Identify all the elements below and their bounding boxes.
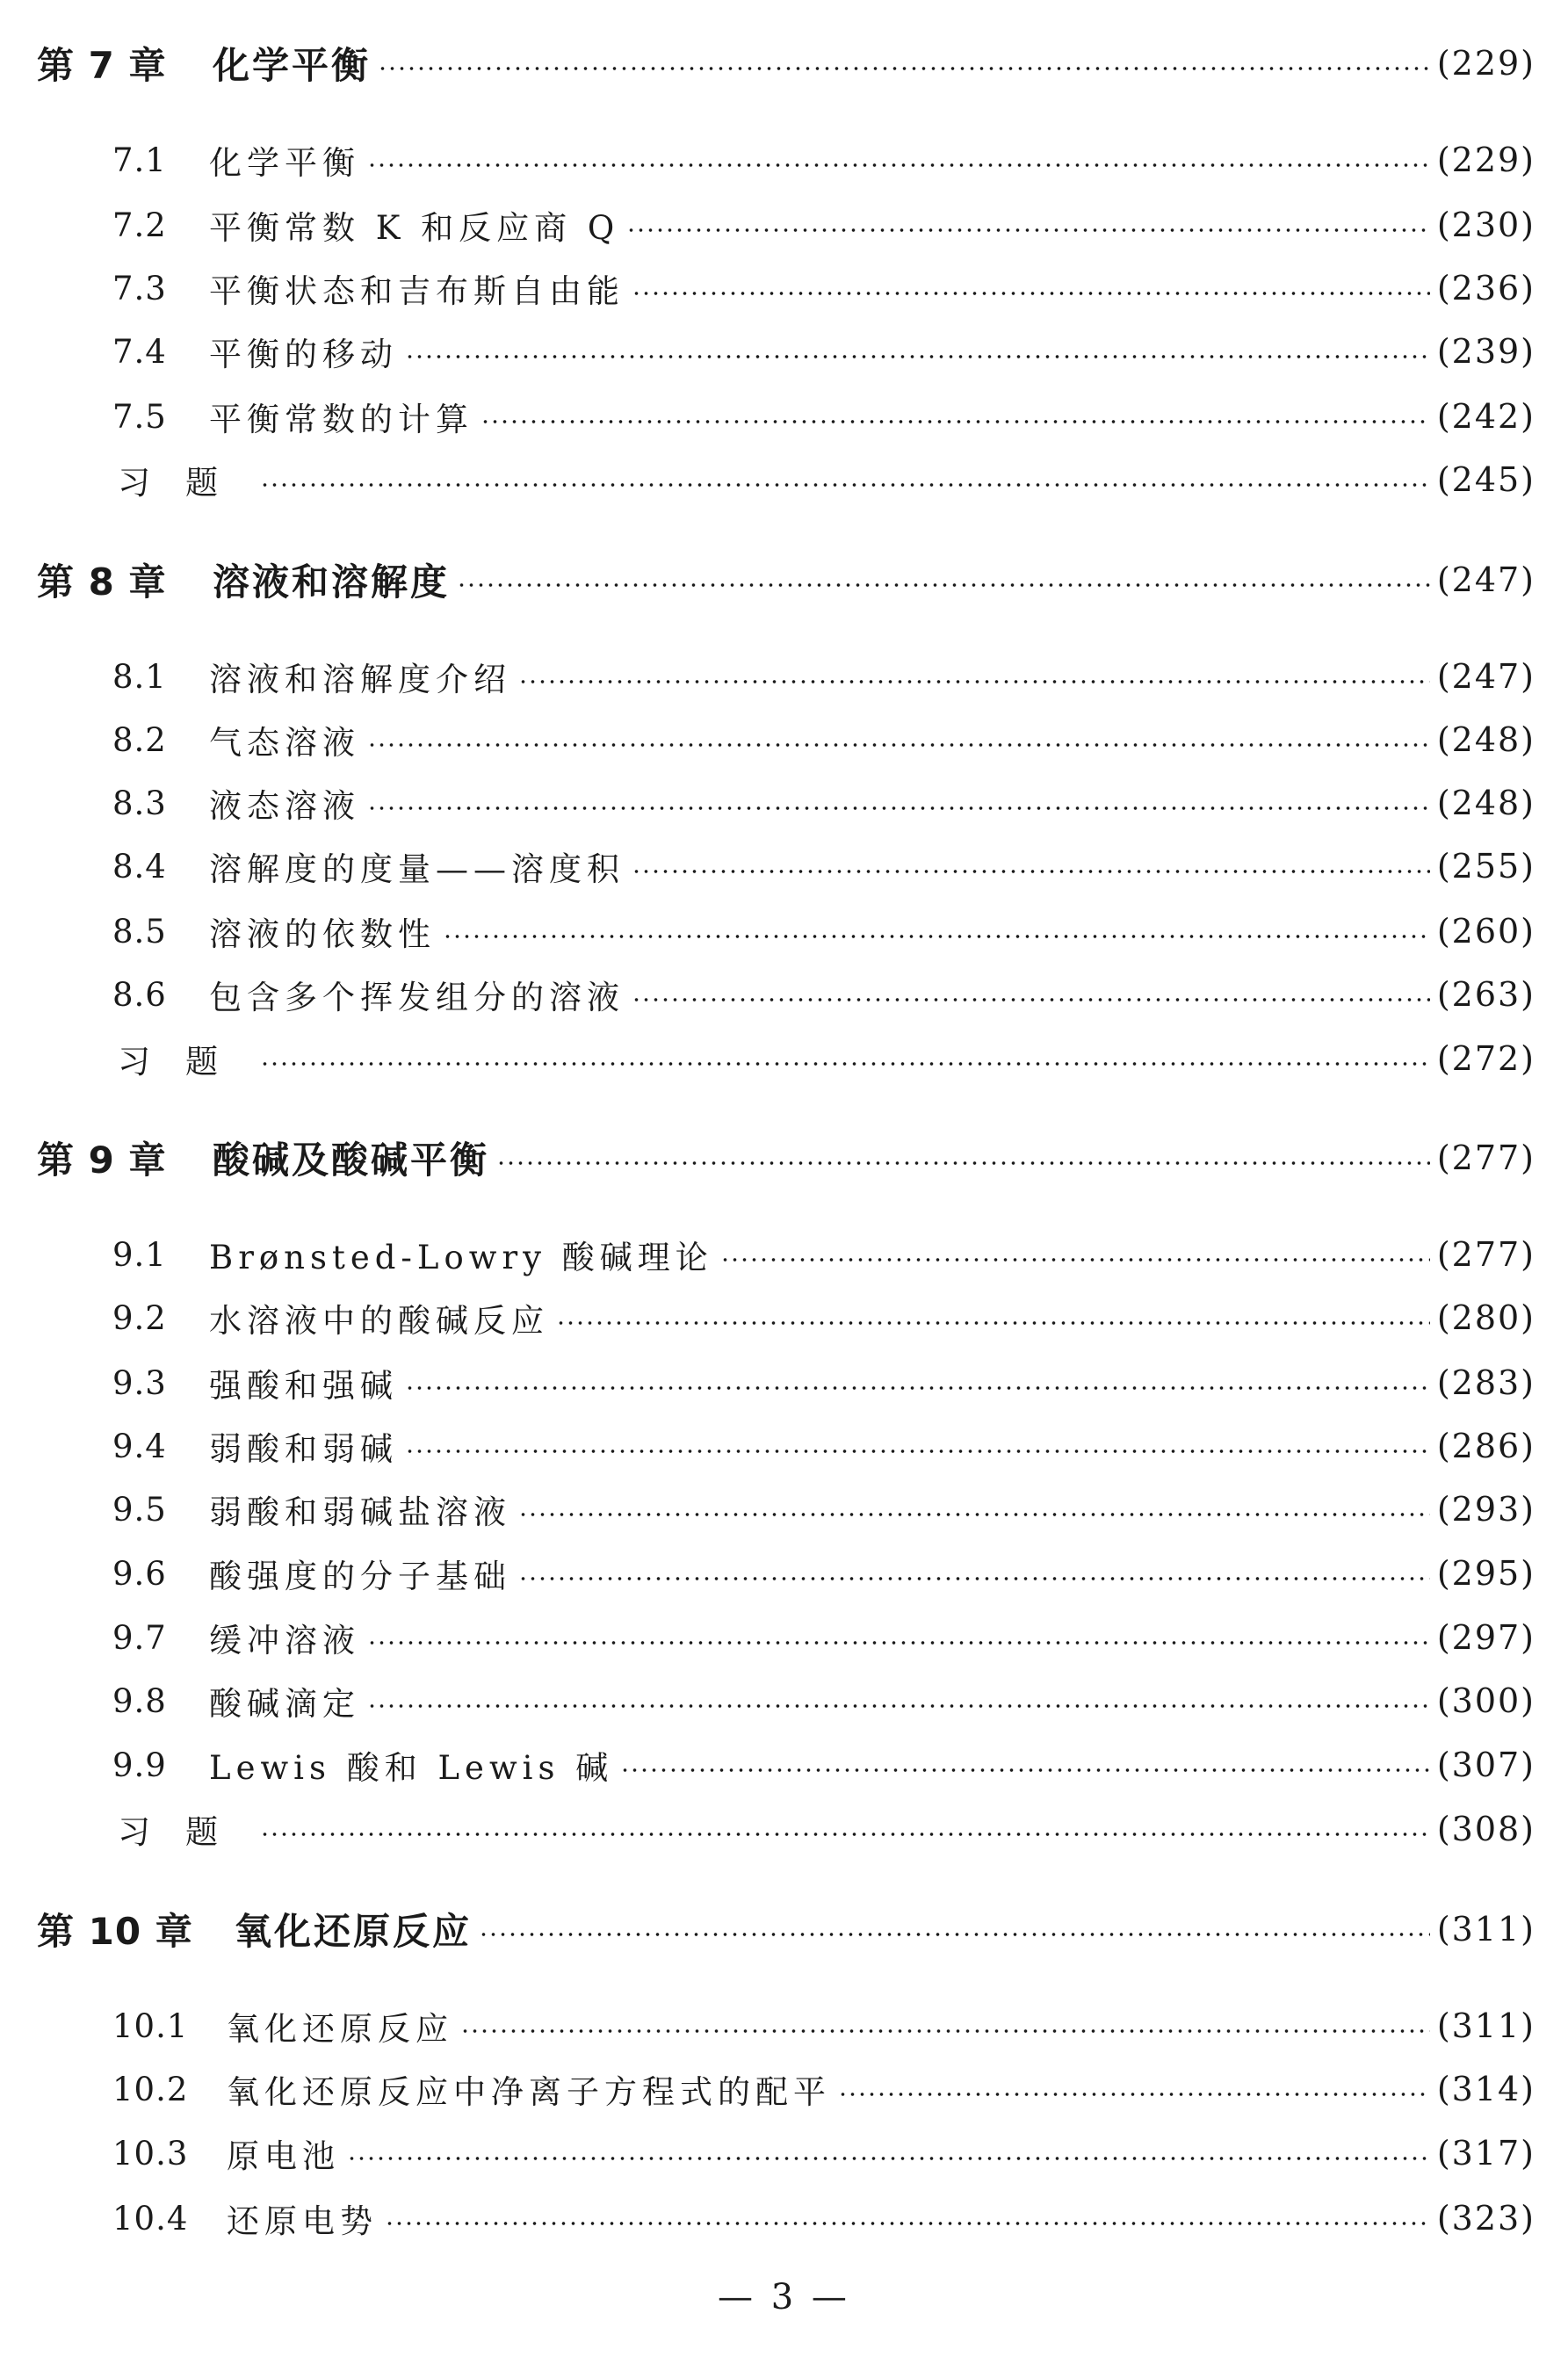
dot-leader [405, 1385, 1430, 1391]
exercises-entry-page: (272) [1436, 1039, 1535, 1078]
section-entry-number: 9.3 [112, 1363, 167, 1402]
section-entry-page: (293) [1436, 1490, 1535, 1529]
section-entry-title: 平衡常数 K 和反应商 Q [209, 209, 620, 247]
section-entry-page: (236) [1436, 269, 1535, 307]
section-entry [112, 1356, 1535, 1409]
section-entry-title: 平衡的移动 [209, 336, 398, 373]
section-entry-title: 氧化还原反应中净离子方程式的配平 [227, 2073, 831, 2111]
section-entry-title: Brønsted-Lowry 酸碱理论 [209, 1239, 713, 1276]
section-entry-number: 8.5 [112, 912, 167, 951]
section-entry [112, 713, 1535, 766]
section-entry-page: (230) [1436, 206, 1535, 244]
section-entry-title: 原电池 [227, 2137, 340, 2175]
chapter-heading-number: 第 8 章 [37, 560, 167, 604]
dot-leader [620, 1768, 1430, 1773]
section-entry-page: (323) [1436, 2199, 1535, 2238]
section-entry [112, 134, 1535, 186]
chapter-heading-page: (311) [1436, 1910, 1535, 1949]
dot-leader [518, 679, 1430, 684]
section-entry [112, 1611, 1535, 1664]
chapter-heading-number: 第 9 章 [37, 1139, 167, 1182]
section-entry-title: 酸碱滴定 [209, 1685, 360, 1723]
section-entry-page: (255) [1436, 847, 1535, 886]
exercises-entry-title: 习题 [118, 1043, 253, 1081]
section-entry-page: (280) [1436, 1298, 1535, 1337]
section-entry-title: 气态溶液 [209, 724, 360, 762]
section-entry [112, 650, 1535, 703]
section-entry [112, 1483, 1535, 1536]
dot-leader [385, 2221, 1430, 2226]
chapter-heading-page: (277) [1436, 1139, 1535, 1177]
dot-leader [367, 1640, 1430, 1645]
section-entry-title: 溶液的依数性 [209, 915, 436, 953]
section-entry-number: 7.2 [112, 206, 167, 244]
chapter-heading-page: (229) [1436, 44, 1535, 83]
section-entry [112, 2127, 1535, 2180]
section-entry [112, 262, 1535, 315]
section-entry-page: (300) [1436, 1681, 1535, 1720]
section-entry-number: 9.4 [112, 1427, 167, 1465]
chapter-heading-page: (247) [1436, 560, 1535, 599]
section-entry-title: 氧化还原反应 [227, 2010, 453, 2048]
section-entry-page: (239) [1436, 332, 1535, 371]
section-entry-number: 7.1 [112, 141, 167, 179]
section-entry-number: 9.7 [112, 1618, 167, 1657]
dot-leader [378, 66, 1430, 71]
dot-leader [367, 806, 1430, 811]
section-entry [112, 325, 1535, 378]
exercises-entry [112, 453, 1535, 506]
section-entry-number: 7.4 [112, 332, 167, 371]
section-entry [112, 1739, 1535, 1791]
section-entry-title: 弱酸和弱碱盐溶液 [209, 1493, 511, 1531]
chapter-heading-title: 化学平衡 [213, 44, 372, 87]
dot-leader [518, 1512, 1430, 1517]
chapter-heading-number: 第 7 章 [37, 44, 167, 87]
section-entry-number: 9.6 [112, 1554, 167, 1593]
dot-leader [838, 2092, 1430, 2097]
dot-leader [481, 419, 1430, 424]
section-entry-page: (317) [1436, 2134, 1535, 2173]
section-entry-page: (247) [1436, 657, 1535, 696]
exercises-entry [112, 1803, 1535, 1855]
section-entry [112, 1420, 1535, 1472]
chapter-heading-title: 溶液和溶解度 [213, 560, 451, 604]
section-entry-number: 9.1 [112, 1235, 167, 1274]
section-entry-title: 平衡常数的计算 [209, 401, 473, 438]
section-entry-title: 水溶液中的酸碱反应 [209, 1302, 549, 1340]
dot-leader [518, 1576, 1430, 1581]
dot-leader [367, 1703, 1430, 1709]
section-entry [112, 1291, 1535, 1344]
section-entry-number: 8.3 [112, 784, 167, 822]
section-entry [112, 1228, 1535, 1281]
section-entry-title: 包含多个挥发组分的溶液 [209, 979, 625, 1016]
page-number-footer: — 3 — [718, 2277, 850, 2317]
section-entry-page: (248) [1436, 720, 1535, 759]
section-entry-title: 液态溶液 [209, 787, 360, 825]
section-entry-page: (314) [1436, 2070, 1535, 2108]
section-entry-page: (283) [1436, 1363, 1535, 1402]
dot-leader [405, 354, 1430, 359]
section-entry [112, 2063, 1535, 2115]
exercises-entry [112, 1032, 1535, 1085]
section-entry-number: 7.3 [112, 269, 167, 307]
section-entry [112, 199, 1535, 251]
section-entry-page: (307) [1436, 1746, 1535, 1784]
exercises-entry-title: 习题 [118, 1813, 253, 1851]
section-entry-number: 7.5 [112, 397, 167, 436]
chapter-heading-number: 第 10 章 [37, 1910, 193, 1953]
dot-leader [367, 742, 1430, 748]
section-entry-number: 8.4 [112, 847, 167, 886]
exercises-entry-title: 习题 [118, 464, 253, 502]
dot-leader [626, 228, 1430, 233]
chapter-heading [37, 1132, 1535, 1184]
dot-leader [632, 291, 1430, 296]
section-entry-title: 平衡状态和吉布斯自由能 [209, 272, 625, 310]
section-entry [112, 1547, 1535, 1600]
section-entry [112, 1999, 1535, 2052]
section-entry-page: (295) [1436, 1554, 1535, 1593]
section-entry [112, 905, 1535, 958]
dot-leader [457, 582, 1430, 588]
section-entry-number: 9.5 [112, 1490, 167, 1529]
section-entry-title: 溶液和溶解度介绍 [209, 661, 511, 698]
section-entry-number: 8.1 [112, 657, 167, 696]
chapter-heading [37, 553, 1535, 606]
section-entry-page: (229) [1436, 141, 1535, 179]
section-entry-page: (263) [1436, 975, 1535, 1014]
dot-leader [367, 163, 1430, 168]
chapter-heading-title: 氧化还原反应 [235, 1910, 473, 1953]
section-entry-number: 8.6 [112, 975, 167, 1014]
section-entry-number: 9.2 [112, 1298, 167, 1337]
dot-leader [443, 934, 1430, 939]
section-entry-title: 化学平衡 [209, 144, 360, 182]
section-entry-number: 9.9 [112, 1746, 167, 1784]
exercises-entry-page: (308) [1436, 1810, 1535, 1848]
section-entry-page: (242) [1436, 397, 1535, 436]
dot-leader [260, 482, 1430, 488]
chapter-heading-title: 酸碱及酸碱平衡 [213, 1139, 490, 1182]
section-entry-page: (311) [1436, 2006, 1535, 2045]
dot-leader [720, 1257, 1430, 1262]
section-entry-number: 10.4 [112, 2199, 189, 2238]
section-entry [112, 390, 1535, 443]
section-entry-number: 8.2 [112, 720, 167, 759]
dot-leader [347, 2156, 1430, 2161]
section-entry-title: 弱酸和弱碱 [209, 1430, 398, 1468]
section-entry-number: 10.3 [112, 2134, 189, 2173]
section-entry [112, 1674, 1535, 1727]
dot-leader [260, 1832, 1430, 1837]
section-entry [112, 777, 1535, 829]
dot-leader [496, 1160, 1430, 1166]
section-entry-number: 10.1 [112, 2006, 189, 2045]
dot-leader [405, 1449, 1430, 1454]
section-entry-title: 还原电势 [227, 2202, 378, 2240]
section-entry-number: 9.8 [112, 1681, 167, 1720]
dot-leader [632, 869, 1430, 874]
section-entry-page: (297) [1436, 1618, 1535, 1657]
exercises-entry-page: (245) [1436, 460, 1535, 499]
section-entry-title: 酸强度的分子基础 [209, 1558, 511, 1595]
dot-leader [479, 1932, 1430, 1937]
section-entry-page: (248) [1436, 784, 1535, 822]
section-entry-title: 强酸和强碱 [209, 1367, 398, 1405]
section-entry [112, 2192, 1535, 2245]
section-entry-title: 缓冲溶液 [209, 1622, 360, 1659]
chapter-heading [37, 37, 1535, 90]
section-entry [112, 840, 1535, 893]
section-entry-title: Lewis 酸和 Lewis 碱 [209, 1749, 614, 1787]
section-entry-number: 10.2 [112, 2070, 189, 2108]
chapter-heading [37, 1903, 1535, 1956]
dot-leader [260, 1061, 1430, 1066]
section-entry-page: (286) [1436, 1427, 1535, 1465]
dot-leader [556, 1320, 1430, 1326]
section-entry [112, 968, 1535, 1021]
dot-leader [460, 2028, 1430, 2034]
section-entry-page: (277) [1436, 1235, 1535, 1274]
section-entry-title: 溶解度的度量——溶度积 [209, 850, 625, 888]
dot-leader [632, 997, 1430, 1002]
section-entry-page: (260) [1436, 912, 1535, 951]
